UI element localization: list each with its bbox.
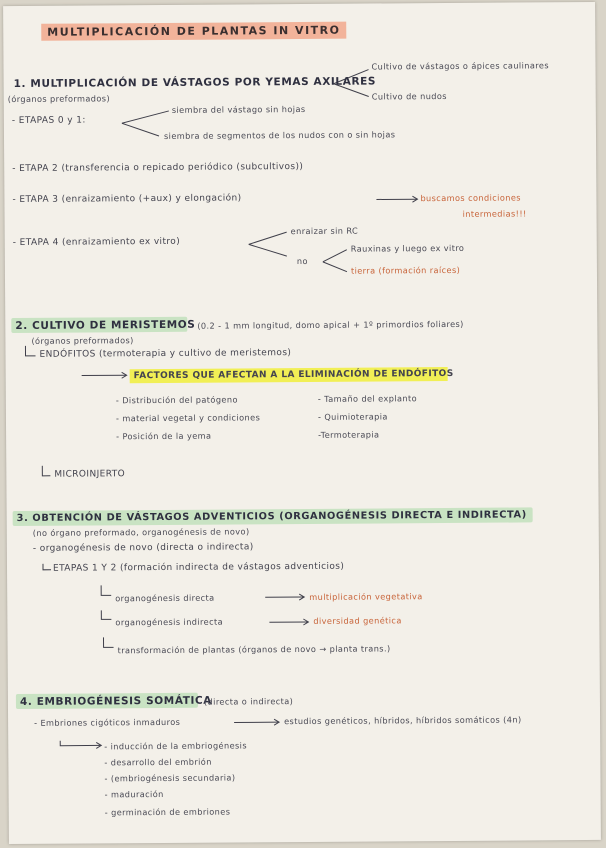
factor-left-2: - material vegetal y condiciones — [115, 412, 261, 424]
embriogenesis-step-5: - germinación de embriones — [104, 806, 231, 818]
factor-right-2: - Quimioterapia — [317, 411, 388, 422]
embriogenesis-step-2: - desarrollo del embrión — [104, 756, 212, 768]
etapas-0-1-option-b: siembra de segmentos de los nudos con o sin hojas — [163, 129, 396, 141]
branch-nudos: Cultivo de nudos — [371, 90, 447, 102]
etapa-4-option-b: Rauxinas y luego ex vitro — [350, 242, 465, 254]
branch-apices: Cultivo de vástagos o ápices caulinares — [371, 60, 549, 72]
etapa-4: - ETAPA 4 (enraizamiento ex vitro) — [12, 236, 181, 249]
etapa-4-option-c: tierra (formación raíces) — [350, 264, 461, 276]
section-3-line-1: - organogénesis de novo (directa o indirecta) — [32, 542, 254, 554]
section-3-line-2: ETAPAS 1 Y 2 (formación indirecta de vástagos adventicios) — [52, 561, 345, 574]
transformacion-plantas: transformación de plantas (órganos de novo → planta trans.) — [117, 643, 391, 656]
etapas-0-1: - ETAPAS 0 y 1: — [11, 115, 86, 127]
factor-right-1: - Tamaño del explanto — [317, 393, 418, 404]
section-2-note: (órganos preformados) — [31, 335, 134, 346]
etapa-3-result: buscamos condiciones — [420, 192, 521, 204]
section-3-heading: 3. OBTENCIÓN DE VÁSTAGOS ADVENTICIOS (ORGANOGÉNESIS DIRECTA E INDIRECTA) — [16, 509, 527, 524]
factores-heading: FACTORES QUE AFECTAN A LA ELIMINACIÓN DE ENDÓFITOS — [133, 368, 454, 382]
embriogenesis-step-3: - (embriogénesis secundaria) — [104, 772, 236, 784]
factor-right-3: -Termoterapia — [318, 429, 380, 440]
etapa-3: - ETAPA 3 (enraizamiento (+aux) y elongación) — [12, 193, 242, 206]
etapa-3-result-2: intermedias!!! — [462, 208, 527, 219]
notebook-page — [3, 2, 601, 844]
section-3-note: (no órgano preformado, organogénesis de novo) — [32, 526, 250, 538]
page-title: MULTIPLICACIÓN DE PLANTAS IN VITRO — [41, 22, 346, 41]
organogenesis-directa-result: multiplicación vegetativa — [309, 591, 423, 602]
factor-left-1: - Distribución del patógeno — [115, 394, 238, 406]
etapa-4-option-a: enraizar sin RC — [290, 225, 359, 237]
section-4-heading: 4. EMBRIOGÉNESIS SOMÁTICA — [19, 694, 213, 708]
factor-left-3: - Posición de la yema — [116, 430, 212, 442]
etapas-0-1-option-a: siembra del vástago sin hojas — [171, 103, 306, 115]
embriogenesis-step-1: - inducción de la embriogénesis — [104, 740, 248, 752]
etapa-2: - ETAPA 2 (transferencia o repicado periódico (subcultivos)) — [12, 161, 304, 175]
section-2-heading: 2. CULTIVO DE MERISTEMOS — [15, 318, 196, 332]
section-1-note: (órganos preformados) — [7, 93, 111, 105]
embriogenesis-step-4: - maduración — [104, 788, 164, 800]
endofitos: ENDÓFITOS (termoterapia y cultivo de meristemos) — [39, 348, 292, 360]
section-4-line-1-result: estudios genéticos, híbridos, híbridos somáticos (4n) — [284, 714, 522, 727]
section-4-heading-note: (directa o indirecta) — [203, 696, 294, 707]
organogenesis-indirecta: organogénesis indirecta — [115, 616, 224, 628]
section-4-line-1: - Embriones cigóticos inmaduros — [34, 716, 181, 728]
microinjerto: MICROINJERTO — [54, 469, 126, 480]
organogenesis-directa: organogénesis directa — [115, 592, 215, 604]
section-1-heading: 1. MULTIPLICACIÓN DE VÁSTAGOS POR YEMAS AXILARES — [13, 75, 377, 91]
organogenesis-indirecta-result: diversidad genética — [313, 615, 402, 626]
section-2-detail: (0.2 - 1 mm longitud, domo apical + 1º primordios foliares) — [197, 318, 464, 331]
etapa-4-no: no — [296, 255, 308, 267]
